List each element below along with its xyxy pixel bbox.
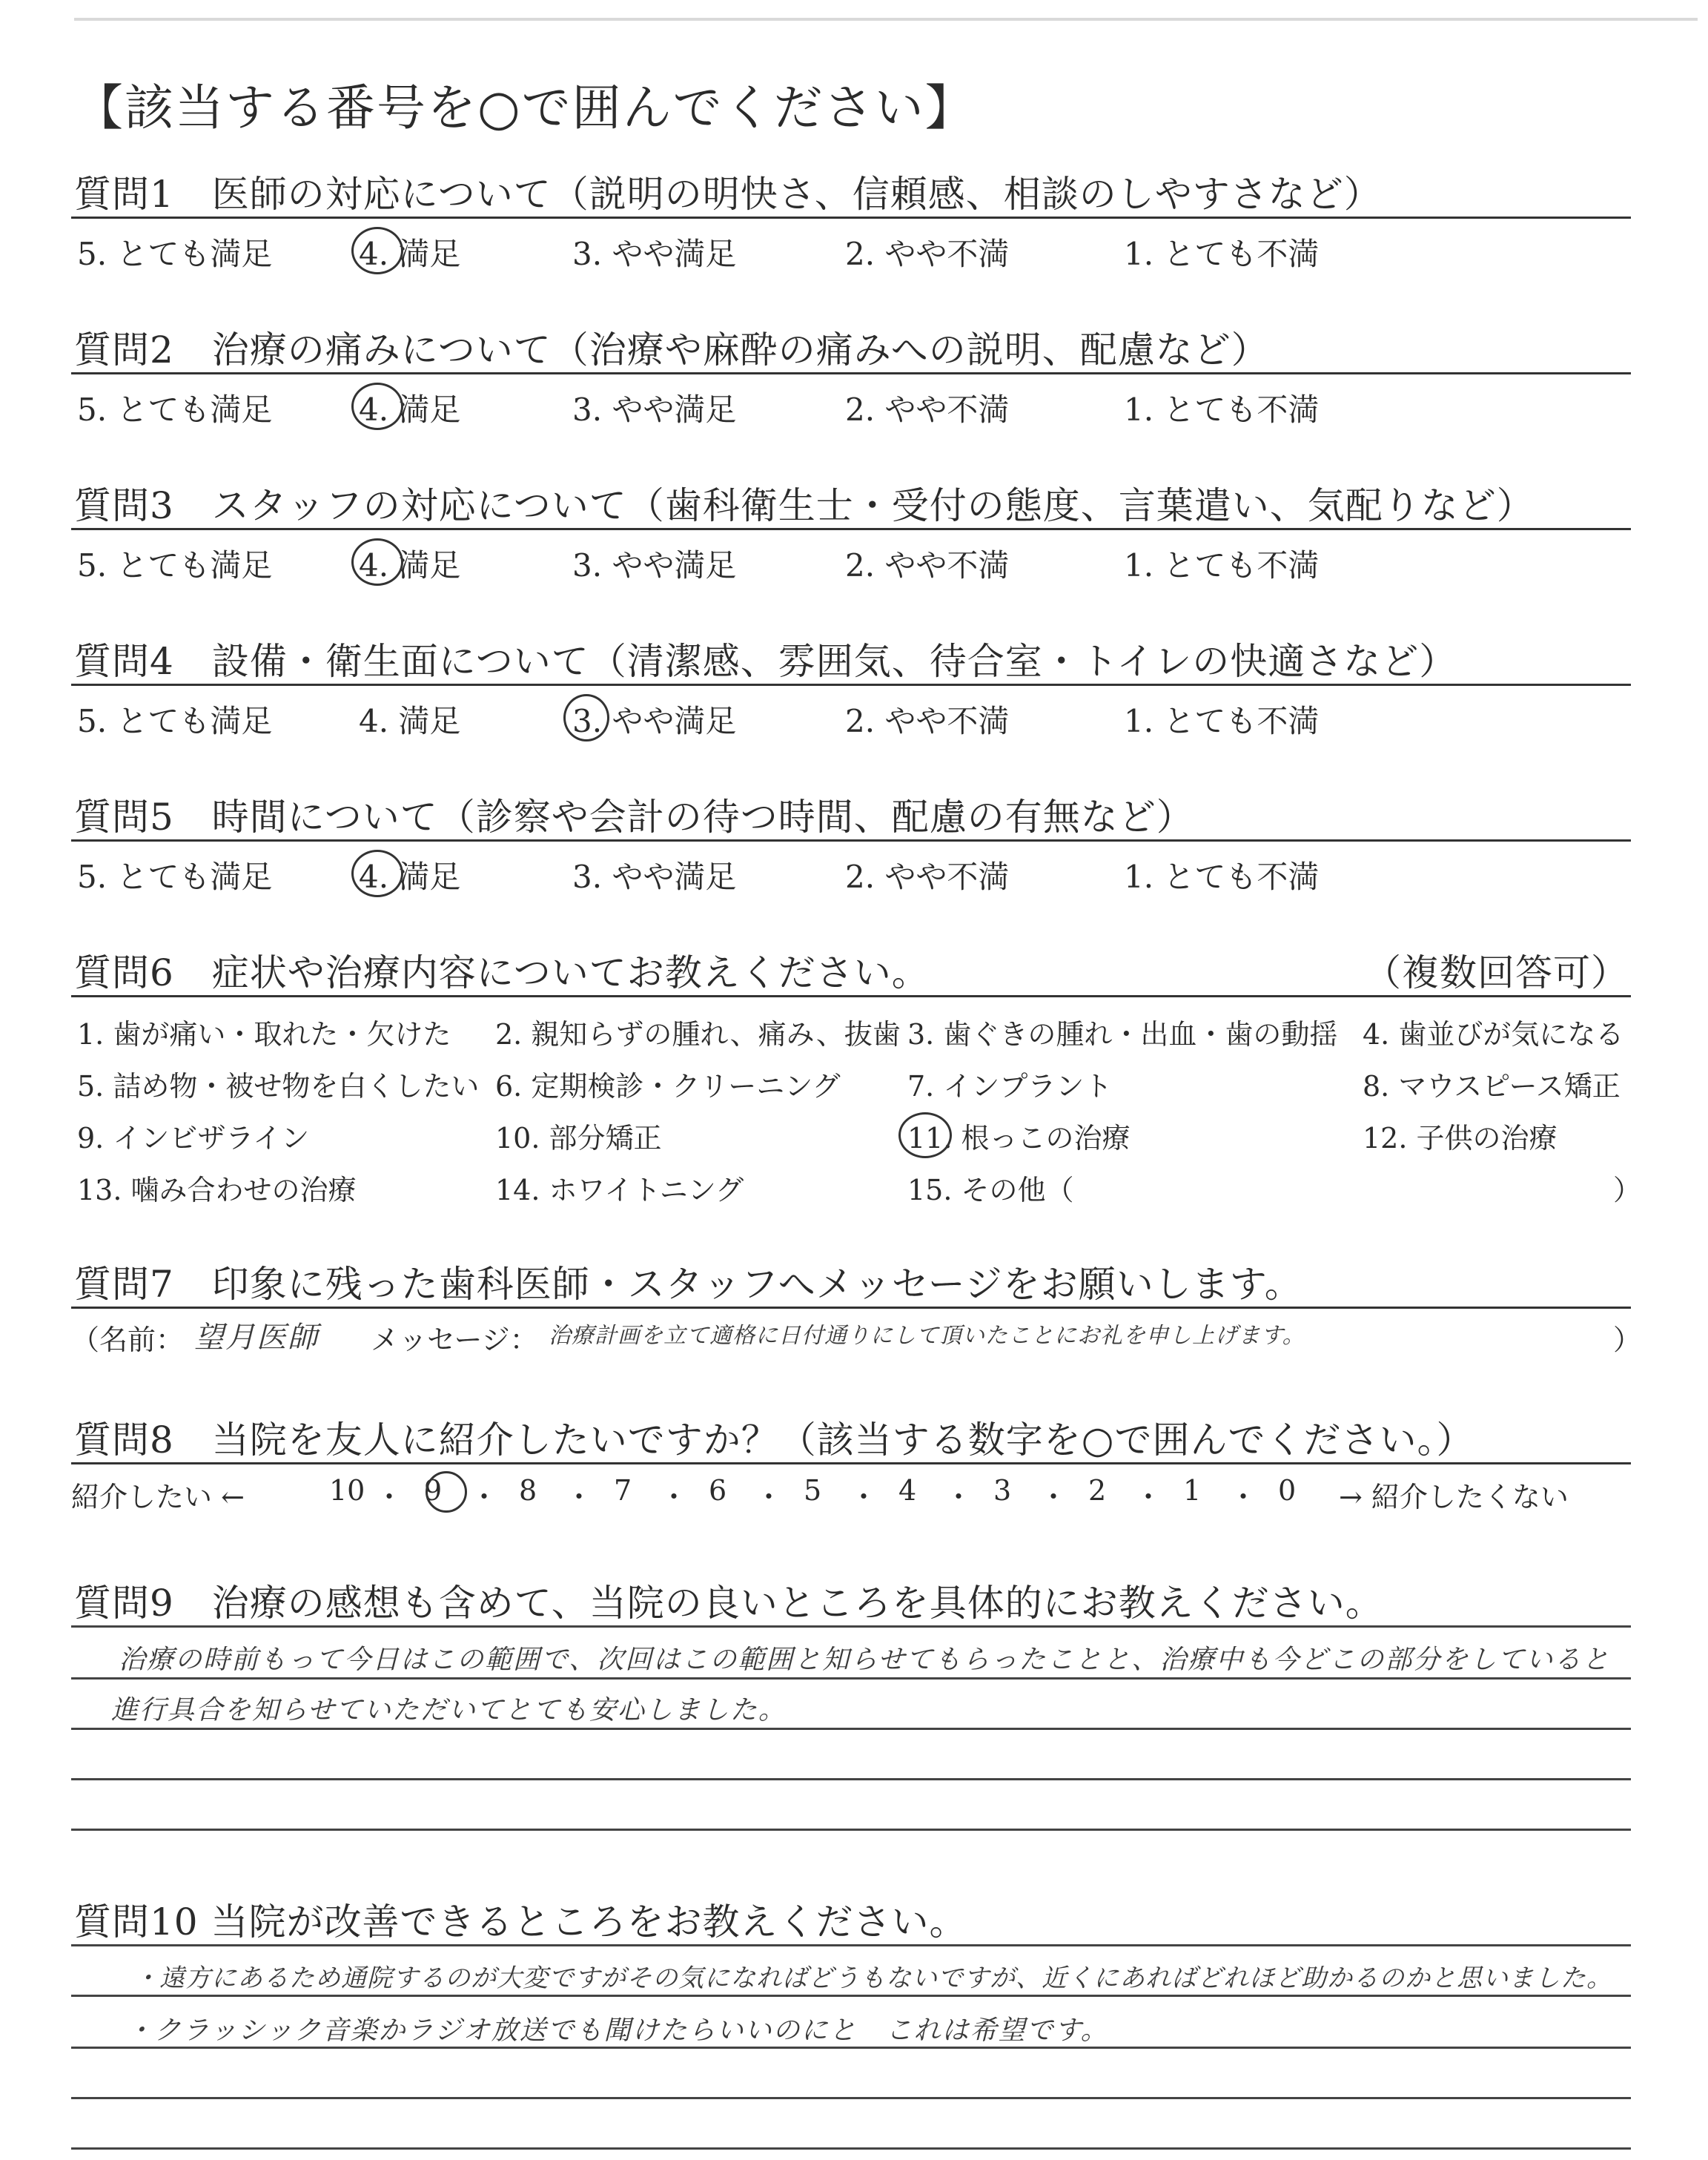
q10-line-2 bbox=[71, 1995, 1631, 1997]
question-2-rule bbox=[71, 372, 1631, 374]
q4-option-1[interactable]: 1. とても不満 bbox=[1124, 703, 1320, 739]
q7-message-value[interactable]: 治療計画を立て適格に日付通りにして頂いたことにお礼を申し上げます。 bbox=[549, 1323, 1305, 1349]
q8-scale-0[interactable]: 0 bbox=[1278, 1474, 1297, 1507]
q8-scale-2[interactable]: 2 bbox=[1088, 1474, 1107, 1507]
question-1-title: 質問1 医師の対応について（説明の明快さ、信頼感、相談のしやすさなど） bbox=[74, 173, 1382, 216]
q2-option-5[interactable]: 5. とても満足 bbox=[77, 392, 273, 428]
q6-item-6[interactable]: 6. 定期検診・クリーニング bbox=[495, 1070, 841, 1103]
q6-item-4[interactable]: 4. 歯並びが気になる bbox=[1363, 1018, 1624, 1051]
q8-scale-separator: ・ bbox=[660, 1481, 689, 1513]
form-heading: 【該当する番号を○で囲んでください】 bbox=[74, 79, 976, 136]
q9-line-4 bbox=[71, 1778, 1631, 1780]
q5-option-2[interactable]: 2. やや不満 bbox=[845, 859, 1010, 895]
q7-name-label: （名前： bbox=[71, 1324, 185, 1356]
question-2-title: 質問2 治療の痛みについて（治療や麻酔の痛みへの説明、配慮など） bbox=[74, 328, 1269, 371]
question-3-rule bbox=[71, 528, 1631, 530]
q3-option-4[interactable]: 4. 満足 bbox=[359, 547, 461, 584]
q2-option-1[interactable]: 1. とても不満 bbox=[1124, 392, 1320, 428]
question-7-rule bbox=[71, 1307, 1631, 1309]
q1-option-2[interactable]: 2. やや不満 bbox=[845, 236, 1010, 272]
q4-option-5[interactable]: 5. とても満足 bbox=[77, 703, 273, 739]
q6-item-10[interactable]: 10. 部分矯正 bbox=[495, 1122, 662, 1155]
q8-scale-6[interactable]: 6 bbox=[709, 1474, 727, 1507]
q1-option-5[interactable]: 5. とても満足 bbox=[77, 236, 273, 272]
question-9-title: 質問9 治療の感想も含めて、当院の良いところを具体的にお教えください。 bbox=[74, 1582, 1383, 1625]
q8-left-label: 紹介したい ← bbox=[71, 1481, 245, 1513]
q6-item-5[interactable]: 5. 詰め物・被せ物を白くしたい bbox=[77, 1070, 480, 1103]
q3-option-5[interactable]: 5. とても満足 bbox=[77, 547, 273, 584]
q6-item-12[interactable]: 12. 子供の治療 bbox=[1363, 1122, 1558, 1155]
question-4-title: 質問4 設備・衛生面について（清潔感、雰囲気、待合室・トイレの快適さなど） bbox=[74, 640, 1457, 683]
q8-scale-separator: ・ bbox=[1134, 1481, 1163, 1513]
q10-line-5 bbox=[71, 2147, 1631, 2150]
question-5-title: 質問5 時間について（診察や会計の待つ時間、配慮の有無など） bbox=[74, 796, 1194, 839]
q6-item-8[interactable]: 8. マウスピース矯正 bbox=[1363, 1070, 1621, 1103]
q6-item-1[interactable]: 1. 歯が痛い・取れた・欠けた bbox=[77, 1018, 451, 1051]
q6-item-14[interactable]: 14. ホワイトニング bbox=[495, 1174, 744, 1206]
q4-option-4[interactable]: 4. 満足 bbox=[359, 703, 461, 739]
q8-scale-10[interactable]: 10 bbox=[329, 1474, 365, 1507]
q8-scale-separator: ・ bbox=[470, 1481, 499, 1513]
q7-close-paren: ） bbox=[1613, 1324, 1642, 1356]
q6-item-11[interactable]: 11. 根っこの治療 bbox=[907, 1122, 1131, 1155]
q4-option-2[interactable]: 2. やや不満 bbox=[845, 703, 1010, 739]
q7-name-value[interactable]: 望月医師 bbox=[194, 1321, 319, 1355]
q8-right-label: → 紹介したくない bbox=[1339, 1481, 1569, 1513]
q8-scale-separator: ・ bbox=[565, 1481, 594, 1513]
q6-item-9[interactable]: 9. インビザライン bbox=[77, 1122, 310, 1155]
q5-option-1[interactable]: 1. とても不満 bbox=[1124, 859, 1320, 895]
q9-line-5 bbox=[71, 1829, 1631, 1831]
q1-option-3[interactable]: 3. やや満足 bbox=[572, 236, 737, 272]
q3-option-1[interactable]: 1. とても不満 bbox=[1124, 547, 1320, 584]
question-3-title: 質問3 スタッフの対応について（歯科衛生士・受付の態度、言葉遣い、気配りなど） bbox=[74, 484, 1535, 527]
q5-selected-circle bbox=[351, 850, 403, 897]
q8-scale-separator: ・ bbox=[850, 1481, 878, 1513]
q5-option-3[interactable]: 3. やや満足 bbox=[572, 859, 737, 895]
question-7-title: 質問7 印象に残った歯科医師・スタッフへメッセージをお願いします。 bbox=[74, 1263, 1302, 1306]
q2-option-2[interactable]: 2. やや不満 bbox=[845, 392, 1010, 428]
question-6-title: 質問6 症状や治療内容についてお教えください。 bbox=[74, 951, 930, 994]
q6-item-15[interactable]: 15. その他（ bbox=[907, 1174, 1074, 1206]
q10-answer-line-1[interactable]: ・遠方にあるため通院するのが大変ですがその気になればどうもないですが、近くにあればどれほど助かるのかと思いました。 bbox=[133, 1964, 1612, 1993]
q6-item-3[interactable]: 3. 歯ぐきの腫れ・出血・歯の動揺 bbox=[907, 1018, 1338, 1051]
q4-option-3[interactable]: 3. やや満足 bbox=[572, 703, 737, 739]
question-8-rule bbox=[71, 1462, 1631, 1464]
q1-selected-circle bbox=[351, 227, 403, 274]
q3-selected-circle bbox=[351, 538, 403, 586]
question-10-title: 質問10 当院が改善できるところをお教えください。 bbox=[74, 1900, 967, 1943]
q8-scale-7[interactable]: 7 bbox=[614, 1474, 632, 1507]
q8-scale-separator: ・ bbox=[944, 1481, 973, 1513]
q2-option-3[interactable]: 3. やや満足 bbox=[572, 392, 737, 428]
q8-scale-separator: ・ bbox=[1039, 1481, 1068, 1513]
q6-selected-circle bbox=[898, 1112, 952, 1158]
question-5-rule bbox=[71, 839, 1631, 842]
q10-answer-line-2[interactable]: ・クラッシック音楽かラジオ放送でも聞けたらいいのにと これは希望です。 bbox=[126, 2015, 1109, 2046]
q6-item-15-close: ） bbox=[1613, 1174, 1642, 1206]
q8-scale-9[interactable]: 9 bbox=[424, 1474, 443, 1507]
question-6-rule bbox=[71, 995, 1631, 997]
q9-answer-line-1[interactable]: 治療の時前もって今日はこの範囲で、次回はこの範囲と知らせてもらったことと、治療中も今どこの部分をしていると bbox=[119, 1645, 1611, 1675]
q10-line-1 bbox=[71, 1944, 1631, 1946]
q1-option-1[interactable]: 1. とても不満 bbox=[1124, 236, 1320, 272]
question-8-title: 質問8 当院を友人に紹介したいですか？（該当する数字を○で囲んでください。） bbox=[74, 1418, 1474, 1462]
q6-item-2[interactable]: 2. 親知らずの腫れ、痛み、抜歯 bbox=[495, 1018, 901, 1051]
q10-line-4 bbox=[71, 2097, 1631, 2099]
q4-selected-circle bbox=[563, 694, 609, 742]
q8-scale-separator: ・ bbox=[375, 1481, 404, 1513]
q8-scale-1[interactable]: 1 bbox=[1183, 1474, 1202, 1507]
q2-selected-circle bbox=[351, 383, 403, 430]
q8-scale-8[interactable]: 8 bbox=[519, 1474, 537, 1507]
q8-selected-circle bbox=[426, 1471, 467, 1513]
q7-message-label: メッセージ： bbox=[371, 1324, 538, 1356]
q8-scale-separator: ・ bbox=[755, 1481, 784, 1513]
q5-option-4[interactable]: 4. 満足 bbox=[359, 859, 461, 895]
q2-option-4[interactable]: 4. 満足 bbox=[359, 392, 461, 428]
question-1-rule bbox=[71, 217, 1631, 219]
q1-option-4[interactable]: 4. 満足 bbox=[359, 236, 461, 272]
q3-option-2[interactable]: 2. やや不満 bbox=[845, 547, 1010, 584]
q8-scale-4[interactable]: 4 bbox=[898, 1474, 917, 1507]
q5-option-5[interactable]: 5. とても満足 bbox=[77, 859, 273, 895]
q6-item-13[interactable]: 13. 噛み合わせの治療 bbox=[77, 1174, 357, 1206]
q9-answer-line-2[interactable]: 進行具合を知らせていただいてとても安心しました。 bbox=[111, 1695, 787, 1725]
q10-line-3 bbox=[71, 2047, 1631, 2049]
scan-top-edge bbox=[74, 18, 1698, 21]
question-6-note: （複数回答可） bbox=[1364, 951, 1629, 994]
q9-line-1 bbox=[71, 1625, 1631, 1628]
q9-line-2 bbox=[71, 1677, 1631, 1680]
question-4-rule bbox=[71, 684, 1631, 686]
q8-scale-separator: ・ bbox=[1229, 1481, 1258, 1513]
q8-scale-5[interactable]: 5 bbox=[804, 1474, 822, 1507]
q8-scale-3[interactable]: 3 bbox=[993, 1474, 1012, 1507]
q9-line-3 bbox=[71, 1728, 1631, 1730]
q3-option-3[interactable]: 3. やや満足 bbox=[572, 547, 737, 584]
q6-item-7[interactable]: 7. インプラント bbox=[907, 1070, 1113, 1103]
